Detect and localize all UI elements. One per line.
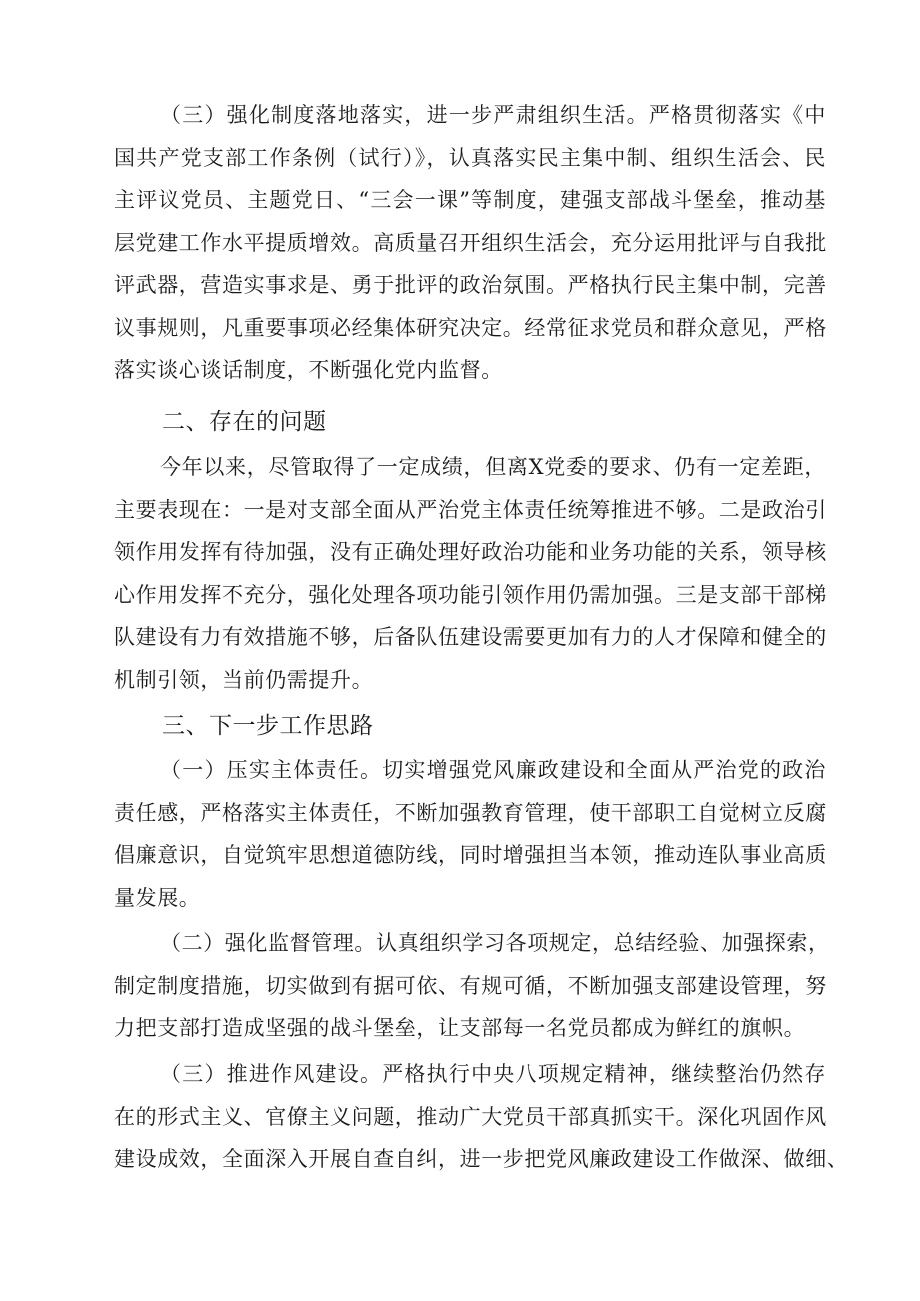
text-line: 队建设有力有效措施不够，后备队伍建设需要更加有力的人才保障和健全的 [114, 625, 827, 649]
text-line: 机制引领，当前仍需提升。 [114, 667, 374, 692]
text-line: （三）强化制度落地落实，进一步严肃组织生活。严格贯彻落实《中 [160, 103, 826, 127]
text-line: 主要表现在：一是对支部全面从严治党主体责任统筹推进不够。二是政治引 [114, 497, 827, 522]
text-line: 心作用发挥不充分，强化处理各项功能引领作用仍需加强。三是支部干部梯 [114, 582, 827, 607]
paragraph-strengthen-system [114, 94, 826, 392]
paragraph-work-style [114, 1053, 849, 1181]
paragraph-problems [114, 446, 826, 701]
paragraph-responsibility [114, 749, 826, 919]
text-line: 责任感，严格落实主体责任，不断加强教育管理，使干部职工自觉树立反腐 [114, 800, 827, 825]
text-line: 领作用发挥有待加强，没有正确处理好政治功能和业务功能的关系，领导核 [114, 540, 827, 564]
text-line: 评武器，营造实事求是、勇于批评的政治氛围。严格执行民主集中制，完善 [114, 273, 827, 297]
text-line: 议事规则，凡重要事项必经集体研究决定。经常征求党员和群众意见，严格 [114, 315, 827, 340]
section-heading-problems: 二、存在的问题 [162, 409, 327, 435]
text-line: 在的形式主义、官僚主义问题，推动广大党员干部真抓实干。深化巩固作风 [114, 1104, 827, 1129]
text-line: 量发展。 [114, 885, 201, 910]
text-line: （三）推进作风建设。严格执行中央八项规定精神，继续整治仍然存 [160, 1062, 826, 1086]
text-line: 层党建工作水平提质增效。高质量召开组织生活会，充分运用批评与自我批 [114, 230, 827, 255]
text-line: 制定制度措施，切实做到有据可依、有规可循，不断加强支部建设管理，努 [114, 973, 827, 998]
text-line: （一）压实主体责任。切实增强党风廉政建设和全面从严治党的政治 [160, 758, 826, 782]
text-line: 国共产党支部工作条例（试行）》，认真落实民主集中制、组织生活会、民 [114, 145, 826, 170]
text-line: 落实谈心谈话制度，不断强化党内监督。 [114, 358, 503, 382]
paragraph-supervision [114, 922, 830, 1050]
text-line: （二）强化监督管理。认真组织学习各项规定，总结经验、加强探索， [160, 931, 830, 955]
text-line: 力把支部打造成坚强的战斗堡垒，让支部每一名党员都成为鲜红的旗帜。 [114, 1016, 806, 1040]
text-line: 倡廉意识，自觉筑牢思想道德防线，同时增强担当本领，推动连队事业高质 [114, 843, 827, 867]
section-heading-next-steps: 三、下一步工作思路 [162, 713, 374, 739]
text-line: 主评议党员、主题党日、“三会一课”等制度，建强支部战斗堡垒，推动基 [114, 188, 826, 212]
text-line: 今年以来，尽管取得了一定成绩，但离X党委的要求、仍有一定差距， [160, 455, 826, 479]
text-line: 建设成效，全面深入开展自查自纠，进一步把党风廉政建设工作做深、做细、 [114, 1147, 849, 1171]
